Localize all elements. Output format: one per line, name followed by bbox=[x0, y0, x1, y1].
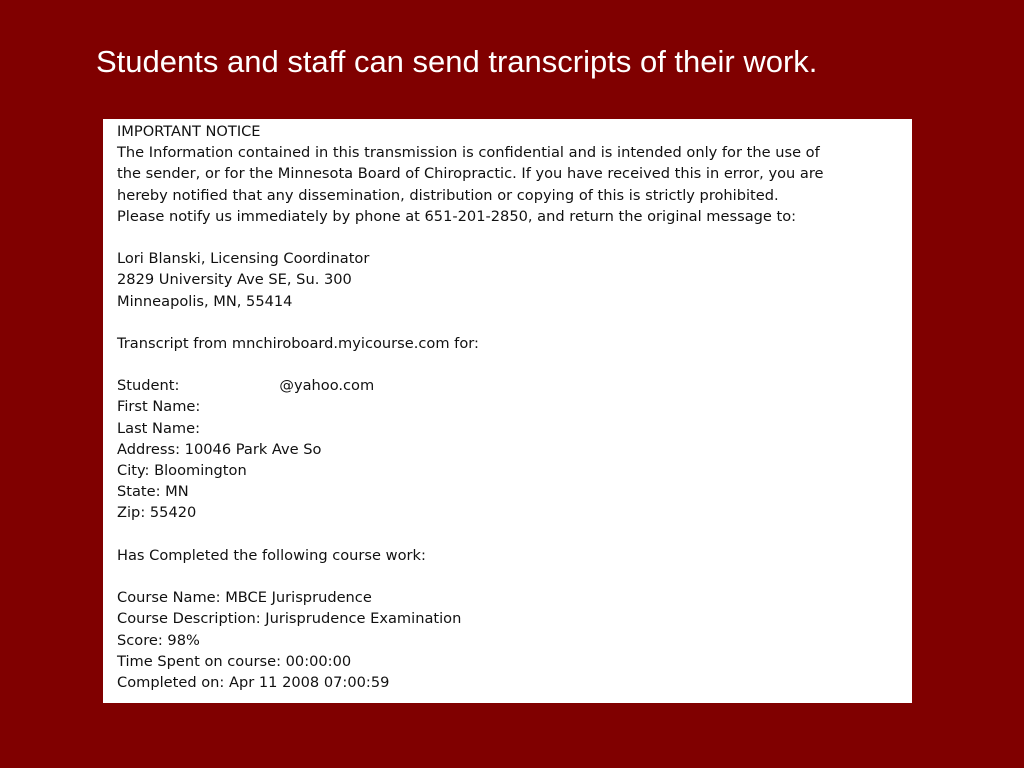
notice-line: hereby notified that any dissemination, distribution or copying of this is strictly prohibited. bbox=[117, 186, 779, 204]
redacted-area bbox=[179, 379, 279, 393]
notice-heading: IMPORTANT NOTICE bbox=[117, 123, 261, 140]
transcript-intro: Transcript from mnchiroboard.myicourse.com for: bbox=[117, 334, 479, 352]
completed-intro: Has Completed the following course work: bbox=[117, 546, 426, 564]
first-name-label: First Name: bbox=[117, 398, 201, 416]
last-name-row bbox=[117, 418, 912, 439]
spacer bbox=[117, 566, 912, 587]
student-label: Student: bbox=[117, 377, 180, 395]
spacer bbox=[117, 354, 912, 375]
notice-line: the sender, or for the Minnesota Board of Chiropractic. If you have received this in error, you are bbox=[117, 165, 824, 183]
transcript-email bbox=[103, 119, 912, 703]
student-zip: Zip: 55420 bbox=[117, 504, 197, 522]
course-name: Course Name: MBCE Jurisprudence bbox=[117, 589, 372, 607]
notice-line: The Information contained in this transmission is confidential and is intended only for the use of bbox=[117, 144, 820, 162]
slide-title: Students and staff can send transcripts of their work. bbox=[96, 44, 818, 79]
spacer bbox=[117, 227, 912, 248]
student-address: Address: 10046 Park Ave So bbox=[117, 440, 322, 458]
course-score: Score: 98% bbox=[117, 631, 200, 649]
student-city: City: Bloomington bbox=[117, 462, 247, 479]
student-state: State: MN bbox=[117, 483, 189, 501]
spacer bbox=[117, 524, 912, 545]
course-time-spent: Time Spent on course: 00:00:00 bbox=[117, 652, 352, 670]
course-description: Course Description: Jurisprudence Examination bbox=[117, 610, 462, 628]
return-street: 2829 University Ave SE, Su. 300 bbox=[117, 271, 352, 289]
student-row bbox=[117, 375, 912, 396]
spacer bbox=[117, 312, 912, 333]
course-completed-on: Completed on: Apr 11 2008 07:00:59 bbox=[117, 673, 390, 691]
return-city: Minneapolis, MN, 55414 bbox=[117, 292, 293, 310]
first-name-row bbox=[117, 396, 912, 417]
student-email: @yahoo.com bbox=[279, 377, 375, 395]
last-name-label: Last Name: bbox=[117, 419, 201, 437]
return-name: Lori Blanski, Licensing Coordinator bbox=[117, 250, 370, 268]
notice-line: Please notify us immediately by phone at 651-201-2850, and return the original message to: bbox=[117, 207, 797, 225]
